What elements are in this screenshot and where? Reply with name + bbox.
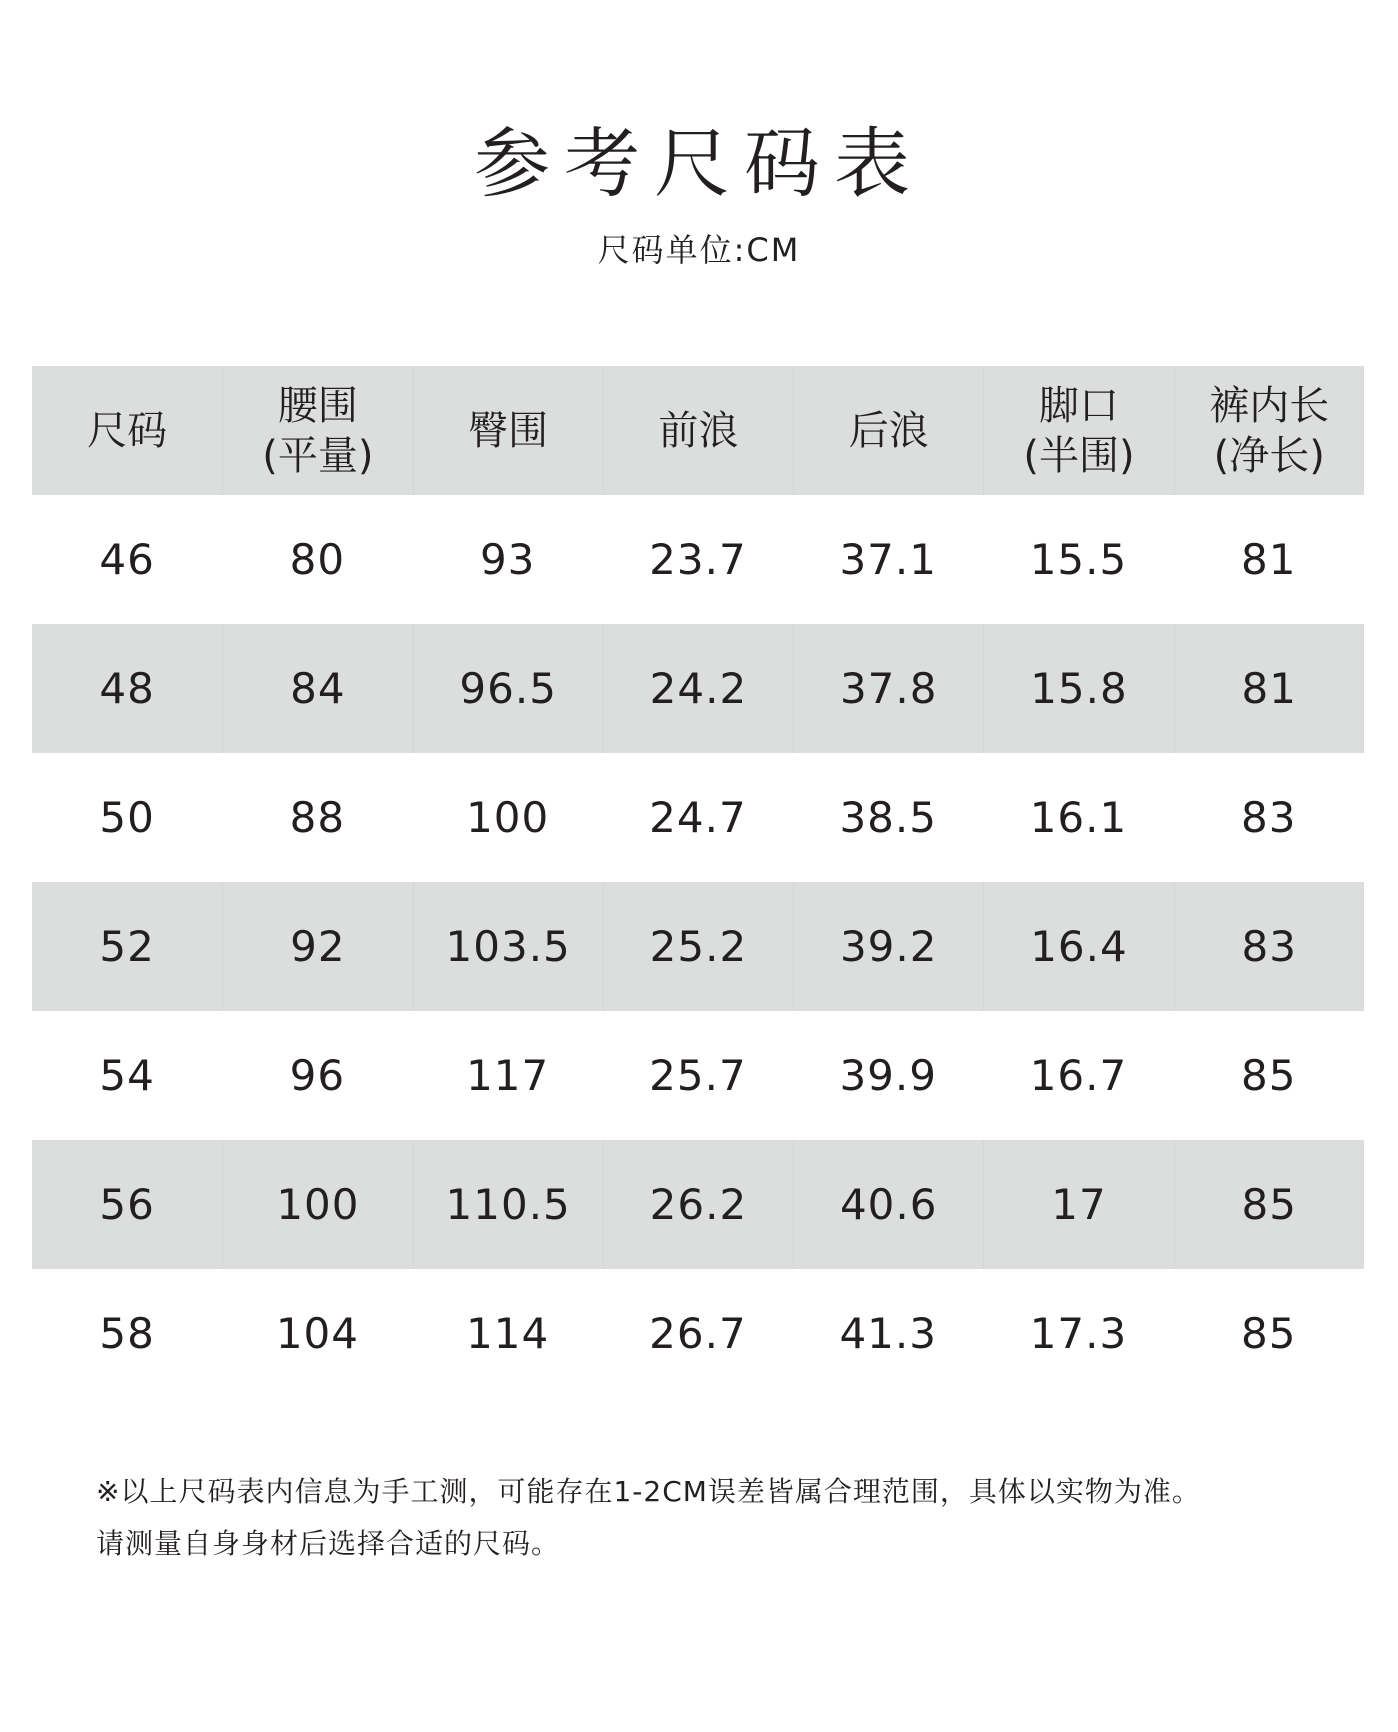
cell-size: 56 [99, 1180, 155, 1229]
header-leg-opening: 脚口 (半围) [983, 366, 1173, 495]
cell-size: 52 [99, 922, 155, 971]
cell-front-rise: 24.2 [603, 624, 793, 753]
cell-waist: 88 [289, 793, 346, 842]
table-row [32, 1140, 1364, 1269]
cell-size: 58 [99, 1309, 155, 1358]
cell-front-rise: 26.7 [649, 1309, 747, 1358]
table-header-row [32, 366, 1364, 495]
cell-leg-opening: 16.4 [983, 882, 1173, 1011]
cell-back-rise: 37.1 [839, 535, 937, 584]
cell-waist: 100 [222, 1140, 412, 1269]
cell-inseam: 81 [1174, 624, 1364, 753]
cell-hip: 103.5 [413, 882, 603, 1011]
cell-hip: 114 [466, 1309, 550, 1358]
cell-front-rise: 25.2 [603, 882, 793, 1011]
cell-hip: 93 [479, 535, 536, 584]
cell-back-rise: 37.8 [793, 624, 983, 753]
cell-waist: 92 [222, 882, 412, 1011]
cell-back-rise: 40.6 [793, 1140, 983, 1269]
table-row [32, 1269, 1364, 1398]
cell-waist: 96 [289, 1051, 346, 1100]
cell-front-rise: 25.7 [649, 1051, 747, 1100]
cell-waist: 84 [222, 624, 412, 753]
table-row [32, 624, 1364, 753]
header-size: 尺码 [87, 407, 168, 454]
cell-size: 50 [99, 793, 155, 842]
cell-leg-opening: 17.3 [1029, 1309, 1128, 1358]
cell-back-rise: 38.5 [839, 793, 937, 842]
cell-leg-opening: 15.5 [1029, 535, 1128, 584]
cell-leg-opening: 16.1 [1029, 793, 1128, 842]
header-back-rise: 后浪 [793, 366, 983, 495]
cell-back-rise: 39.9 [839, 1051, 937, 1100]
cell-size: 48 [99, 664, 155, 713]
cell-hip: 96.5 [413, 624, 603, 753]
cell-front-rise: 23.7 [649, 535, 747, 584]
measurement-disclaimer: ※以上尺码表内信息为手工测，可能存在1-2CM误差皆属合理范围，具体以实物为准。 [96, 1475, 1201, 1508]
unit-subtitle: 尺码单位:CM [597, 231, 801, 269]
cell-waist: 80 [289, 535, 346, 584]
header-front-rise: 前浪 [603, 366, 793, 495]
cell-leg-opening: 16.7 [1029, 1051, 1128, 1100]
table-row [32, 753, 1364, 882]
cell-size: 54 [99, 1051, 155, 1100]
cell-leg-opening: 17 [983, 1140, 1173, 1269]
cell-inseam: 85 [1174, 1140, 1364, 1269]
cell-hip: 110.5 [413, 1140, 603, 1269]
header-inseam: 裤内长 (净长) [1174, 366, 1364, 495]
cell-front-rise: 26.2 [603, 1140, 793, 1269]
cell-back-rise: 39.2 [793, 882, 983, 1011]
cell-inseam: 81 [1241, 535, 1297, 584]
page-title: 参考尺码表 [474, 119, 924, 208]
cell-size: 46 [99, 535, 155, 584]
cell-hip: 100 [466, 793, 550, 842]
header-hip: 臀围 [413, 366, 603, 495]
cell-hip: 117 [466, 1051, 550, 1100]
cell-back-rise: 41.3 [839, 1309, 937, 1358]
table-row [32, 1011, 1364, 1140]
cell-front-rise: 24.7 [649, 793, 747, 842]
cell-inseam: 85 [1241, 1051, 1297, 1100]
cell-leg-opening: 15.8 [983, 624, 1173, 753]
table-row [32, 495, 1364, 624]
cell-waist: 104 [275, 1309, 359, 1358]
table-row [32, 882, 1364, 1011]
measurement-advice: 请测量自身身材后选择合适的尺码。 [96, 1527, 561, 1560]
size-table [32, 366, 1364, 1398]
header-waist: 腰围 (平量) [222, 366, 412, 495]
cell-inseam: 85 [1241, 1309, 1297, 1358]
cell-inseam: 83 [1174, 882, 1364, 1011]
cell-inseam: 83 [1241, 793, 1297, 842]
